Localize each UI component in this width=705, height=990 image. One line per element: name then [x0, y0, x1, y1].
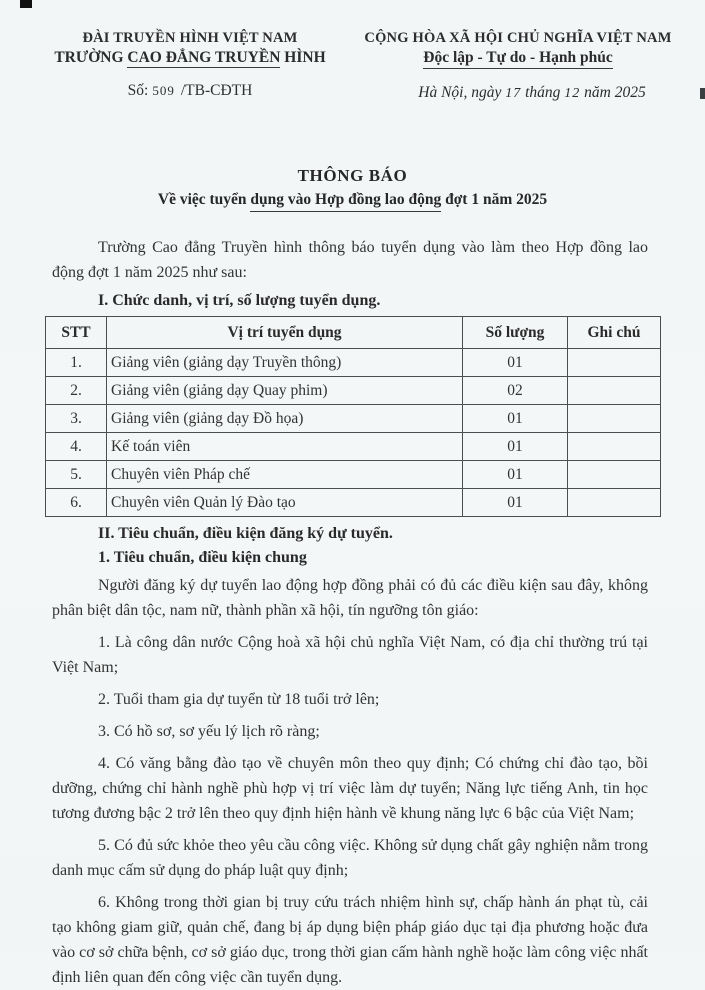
col-header-stt: STT [46, 317, 107, 349]
row-note [568, 489, 661, 517]
agency-name: TRƯỜNG CAO ĐẲNG TRUYỀN HÌNH [54, 49, 326, 66]
document-title: THÔNG BÁO [297, 166, 408, 185]
row-stt: 2. [46, 377, 107, 405]
row-position: Giảng viên (giảng dạy Truyền thông) [107, 349, 463, 377]
row-note [568, 377, 661, 405]
section-2-heading: II. Tiêu chuẩn, điều kiện đăng ký dự tuyển. [98, 525, 393, 542]
row-position: Giảng viên (giảng dạy Quay phim) [107, 377, 463, 405]
row-stt: 5. [46, 461, 107, 489]
row-note [568, 349, 661, 377]
row-quantity: 02 [463, 377, 568, 405]
condition-item: 3. Có hồ sơ, sơ yếu lý lịch rõ ràng; [98, 723, 320, 740]
row-stt: 4. [46, 433, 107, 461]
document-number: Số: 509 /TB-CĐTH [127, 82, 253, 99]
col-header-note: Ghi chú [568, 317, 661, 349]
row-quantity: 01 [463, 461, 568, 489]
section-2-1-heading: 1. Tiêu chuẩn, điều kiện chung [98, 549, 307, 566]
condition-item: 6. Không trong thời gian bị truy cứu trách nhiệm hình sự, chấp hành án phạt tù, cải tạo không giam giữ, quản chế, đang bị áp dụng biện pháp giáo dục tại địa phương hoặc đưa vào cơ sở chữa bệnh, cơ sở giáo dục, trong thời gian cấm hành nghề hoặc làm công việc nhất định liên quan đến công việc cần tuyển dụng. [52, 894, 648, 986]
table-row [46, 349, 661, 377]
month-value: 12 [564, 86, 581, 101]
document-header [0, 0, 705, 142]
condition-item: 1. Là công dân nước Cộng hoà xã hội chủ nghĩa Việt Nam, có địa chỉ thường trú tại Việt Nam; [52, 634, 648, 676]
row-note [568, 433, 661, 461]
recruitment-table [45, 316, 661, 517]
document-subtitle: Về việc tuyển dụng vào Hợp đồng lao động đợt 1 năm 2025 [0, 191, 705, 209]
row-position: Chuyên viên Quản lý Đào tạo [107, 489, 463, 517]
row-quantity: 01 [463, 489, 568, 517]
table-row [46, 405, 661, 433]
table-header-row [46, 317, 661, 349]
row-quantity: 01 [463, 405, 568, 433]
day-value: 17 [505, 86, 522, 101]
row-note [568, 461, 661, 489]
row-position: Kế toán viên [107, 433, 463, 461]
country-title: CỘNG HÒA XÃ HỘI CHỦ NGHĨA VIỆT NAM [364, 30, 672, 46]
col-header-quantity: Số lượng [463, 317, 568, 349]
table-row [46, 489, 661, 517]
row-quantity: 01 [463, 349, 568, 377]
row-stt: 6. [46, 489, 107, 517]
condition-item: 4. Có văng bằng đào tạo về chuyên môn theo quy định; Có chứng chỉ đào tạo, bồi dưỡng, chứng chỉ hành nghề phù hợp vị trí việc làm dự tuyển; Năng lực tiếng Anh, tin học tương đương bậc 2 trở lên theo quy định hiện hành về khung năng lực 6 bậc của Việt Nam; [52, 755, 648, 822]
conditions-lead-paragraph: Người đăng ký dự tuyển lao động hợp đồng phải có đủ các điều kiện sau đây, không phân biệt dân tộc, nam nữ, thành phần xã hội, tín ngưỡng tôn giáo: [52, 577, 648, 619]
row-stt: 1. [46, 349, 107, 377]
table-row [46, 461, 661, 489]
issuing-agency-block [18, 30, 362, 100]
document-title-block [0, 166, 705, 209]
table-row [46, 433, 661, 461]
national-motto: Độc lập - Tự do - Hạnh phúc [348, 49, 688, 67]
document-body [52, 235, 648, 990]
condition-item: 5. Có đủ sức khỏe theo yêu cầu công việc. Không sử dụng chất gây nghiện nằm trong danh mục cấm sử dụng do pháp luật quy định; [52, 837, 648, 879]
row-position: Giảng viên (giảng dạy Đồ họa) [107, 405, 463, 433]
section-1-heading: I. Chức danh, vị trí, số lượng tuyển dụng. [98, 292, 381, 309]
col-header-position: Vị trí tuyển dụng [107, 317, 463, 349]
condition-item: 2. Tuổi tham gia dự tuyển từ 18 tuổi trở lên; [98, 691, 380, 708]
row-position: Chuyên viên Pháp chế [107, 461, 463, 489]
parent-agency-name: ĐÀI TRUYỀN HÌNH VIỆT NAM [82, 30, 298, 46]
row-note [568, 405, 661, 433]
intro-paragraph: Trường Cao đẳng Truyền hình thông báo tuyển dụng vào làm theo Hợp đồng lao động đợt 1 năm 2025 như sau: [52, 239, 648, 281]
row-stt: 3. [46, 405, 107, 433]
row-quantity: 01 [463, 433, 568, 461]
table-row [46, 377, 661, 405]
place-date-line: Hà Nội, ngày 17 tháng 12 năm 2025 [418, 84, 646, 101]
national-motto-block [348, 30, 688, 102]
